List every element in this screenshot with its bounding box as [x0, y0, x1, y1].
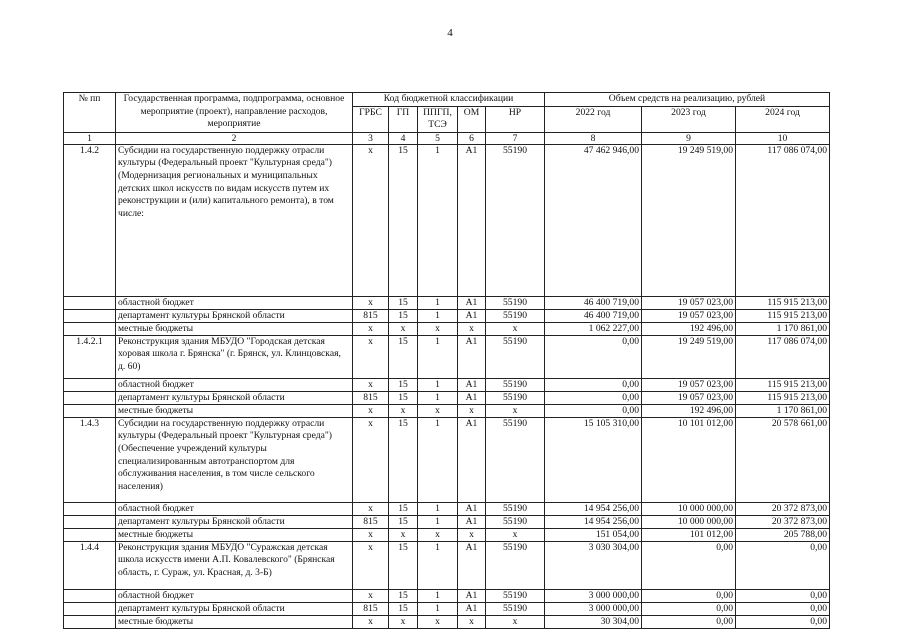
amount-2024: 0,00 [736, 589, 830, 602]
code-gp: 15 [389, 515, 418, 528]
row-name: департамент культуры Брянской области [116, 391, 353, 404]
code-gp: 15 [389, 502, 418, 515]
row-name: местные бюджеты [116, 322, 353, 335]
table-row [64, 144, 830, 296]
amount-2024: 115 915 213,00 [736, 391, 830, 404]
amount-2022: 0,00 [545, 391, 642, 404]
header-ppgp: ППГП, ТСЭ [418, 106, 458, 132]
row-number: 1.4.2 [64, 144, 116, 296]
code-om: А1 [458, 391, 486, 404]
code-ppgp: 1 [418, 378, 458, 391]
code-nr: 55190 [486, 378, 545, 391]
code-grbs: x [353, 417, 389, 502]
code-grbs: x [353, 322, 389, 335]
amount-2023: 0,00 [642, 589, 736, 602]
code-gp: x [389, 404, 418, 417]
code-ppgp: 1 [418, 335, 458, 378]
table-row [64, 309, 830, 322]
row-number [64, 309, 116, 322]
code-ppgp: x [418, 322, 458, 335]
header-num: № пп [64, 93, 116, 133]
amount-2022: 151 054,00 [545, 528, 642, 541]
table-row [64, 615, 830, 628]
code-nr: x [486, 528, 545, 541]
row-number: 1.4.3 [64, 417, 116, 502]
column-number: 1 [64, 132, 116, 144]
table-row [64, 589, 830, 602]
amount-2023: 101 012,00 [642, 528, 736, 541]
page-number: 4 [447, 27, 453, 39]
code-grbs: x [353, 144, 389, 296]
code-gp: 15 [389, 541, 418, 589]
code-grbs: 815 [353, 309, 389, 322]
amount-2024: 20 578 661,00 [736, 417, 830, 502]
table-row [64, 322, 830, 335]
amount-2022: 1 062 227,00 [545, 322, 642, 335]
table-row [64, 502, 830, 515]
amount-2023: 19 057 023,00 [642, 378, 736, 391]
code-om: А1 [458, 417, 486, 502]
code-nr: x [486, 615, 545, 628]
row-name: местные бюджеты [116, 528, 353, 541]
amount-2023: 19 057 023,00 [642, 309, 736, 322]
row-number [64, 602, 116, 615]
code-om: x [458, 615, 486, 628]
row-name: Реконструкция здания МБУДО "Городская детская хоровая школа г. Брянска" (г. Брянск, ул. Клинцовская, д. 60) [116, 335, 353, 378]
code-nr: 55190 [486, 296, 545, 309]
header-2023: 2023 год [642, 106, 736, 132]
row-number [64, 515, 116, 528]
row-name: департамент культуры Брянской области [116, 602, 353, 615]
budget-table [63, 92, 830, 629]
table-row [64, 378, 830, 391]
code-nr: 55190 [486, 541, 545, 589]
table-row [64, 417, 830, 502]
amount-2024: 0,00 [736, 615, 830, 628]
header-grbs: ГРБС [353, 106, 389, 132]
code-ppgp: 1 [418, 602, 458, 615]
code-nr: x [486, 322, 545, 335]
amount-2022: 0,00 [545, 378, 642, 391]
code-nr: 55190 [486, 309, 545, 322]
amount-2022: 0,00 [545, 335, 642, 378]
amount-2023: 192 496,00 [642, 404, 736, 417]
code-ppgp: 1 [418, 541, 458, 589]
code-grbs: 815 [353, 602, 389, 615]
column-number: 10 [736, 132, 830, 144]
amount-2022: 46 400 719,00 [545, 296, 642, 309]
amount-2023: 19 249 519,00 [642, 144, 736, 296]
code-ppgp: 1 [418, 589, 458, 602]
column-number: 3 [353, 132, 389, 144]
table-row [64, 391, 830, 404]
header-nr: НР [486, 106, 545, 132]
code-nr: 55190 [486, 335, 545, 378]
amount-2022: 15 105 310,00 [545, 417, 642, 502]
row-number [64, 378, 116, 391]
header-code-group: Код бюджетной классификации [353, 93, 545, 107]
column-number: 5 [418, 132, 458, 144]
code-gp: 15 [389, 296, 418, 309]
amount-2023: 10 000 000,00 [642, 502, 736, 515]
amount-2024: 115 915 213,00 [736, 296, 830, 309]
code-nr: 55190 [486, 602, 545, 615]
table-row [64, 335, 830, 378]
code-gp: 15 [389, 391, 418, 404]
amount-2023: 10 000 000,00 [642, 515, 736, 528]
code-gp: 15 [389, 589, 418, 602]
amount-2024: 115 915 213,00 [736, 309, 830, 322]
amount-2024: 0,00 [736, 541, 830, 589]
header-om: ОМ [458, 106, 486, 132]
amount-2023: 192 496,00 [642, 322, 736, 335]
row-name: местные бюджеты [116, 615, 353, 628]
amount-2023: 10 101 012,00 [642, 417, 736, 502]
row-name: областной бюджет [116, 502, 353, 515]
code-ppgp: x [418, 404, 458, 417]
amount-2022: 3 000 000,00 [545, 589, 642, 602]
code-om: А1 [458, 502, 486, 515]
table-row [64, 404, 830, 417]
column-number: 2 [116, 132, 353, 144]
row-number [64, 615, 116, 628]
amount-2024: 0,00 [736, 602, 830, 615]
row-number [64, 502, 116, 515]
header-volume-group: Объем средств на реализацию, рублей [545, 93, 830, 107]
row-number [64, 528, 116, 541]
column-number: 6 [458, 132, 486, 144]
amount-2024: 20 372 873,00 [736, 502, 830, 515]
code-gp: 15 [389, 417, 418, 502]
amount-2022: 3 030 304,00 [545, 541, 642, 589]
code-grbs: x [353, 378, 389, 391]
code-om: А1 [458, 602, 486, 615]
row-name: Реконструкция здания МБУДО "Суражская детская школа искусств имени А.П. Ковалевского" (Брянская область, г. Сураж, ул. Красная, д. 3-Б) [116, 541, 353, 589]
amount-2024: 117 086 074,00 [736, 144, 830, 296]
code-grbs: x [353, 589, 389, 602]
code-gp: 15 [389, 309, 418, 322]
code-ppgp: 1 [418, 502, 458, 515]
code-ppgp: 1 [418, 144, 458, 296]
code-gp: 15 [389, 602, 418, 615]
code-ppgp: 1 [418, 296, 458, 309]
table-row [64, 515, 830, 528]
code-nr: 55190 [486, 144, 545, 296]
code-om: А1 [458, 378, 486, 391]
amount-2022: 14 954 256,00 [545, 515, 642, 528]
table-row [64, 541, 830, 589]
row-number [64, 322, 116, 335]
amount-2024: 1 170 861,00 [736, 322, 830, 335]
table-row [64, 602, 830, 615]
column-number: 8 [545, 132, 642, 144]
code-nr: 55190 [486, 417, 545, 502]
code-grbs: x [353, 502, 389, 515]
amount-2024: 205 788,00 [736, 528, 830, 541]
amount-2022: 14 954 256,00 [545, 502, 642, 515]
amount-2022: 0,00 [545, 404, 642, 417]
code-om: А1 [458, 515, 486, 528]
code-nr: 55190 [486, 391, 545, 404]
code-ppgp: 1 [418, 515, 458, 528]
row-number [64, 404, 116, 417]
code-nr: 55190 [486, 589, 545, 602]
amount-2022: 3 000 000,00 [545, 602, 642, 615]
code-grbs: 815 [353, 391, 389, 404]
amount-2023: 0,00 [642, 541, 736, 589]
code-om: А1 [458, 541, 486, 589]
row-name: областной бюджет [116, 296, 353, 309]
code-grbs: x [353, 541, 389, 589]
code-nr: x [486, 404, 545, 417]
code-om: x [458, 322, 486, 335]
code-om: А1 [458, 296, 486, 309]
table-row [64, 296, 830, 309]
code-om: А1 [458, 335, 486, 378]
code-nr: 55190 [486, 515, 545, 528]
code-om: А1 [458, 144, 486, 296]
table-row [64, 528, 830, 541]
code-grbs: x [353, 296, 389, 309]
amount-2023: 19 249 519,00 [642, 335, 736, 378]
column-number: 4 [389, 132, 418, 144]
row-number [64, 296, 116, 309]
code-grbs: 815 [353, 515, 389, 528]
code-gp: x [389, 528, 418, 541]
header-2022: 2022 год [545, 106, 642, 132]
code-om: x [458, 528, 486, 541]
amount-2023: 19 057 023,00 [642, 391, 736, 404]
code-om: x [458, 404, 486, 417]
row-number [64, 589, 116, 602]
amount-2024: 20 372 873,00 [736, 515, 830, 528]
code-om: А1 [458, 309, 486, 322]
amount-2022: 30 304,00 [545, 615, 642, 628]
code-grbs: x [353, 404, 389, 417]
code-gp: x [389, 615, 418, 628]
row-name: департамент культуры Брянской области [116, 515, 353, 528]
code-ppgp: x [418, 615, 458, 628]
amount-2024: 115 915 213,00 [736, 378, 830, 391]
amount-2023: 0,00 [642, 615, 736, 628]
amount-2023: 0,00 [642, 602, 736, 615]
amount-2024: 117 086 074,00 [736, 335, 830, 378]
column-number: 9 [642, 132, 736, 144]
row-name: местные бюджеты [116, 404, 353, 417]
code-gp: 15 [389, 144, 418, 296]
amount-2023: 19 057 023,00 [642, 296, 736, 309]
row-number [64, 391, 116, 404]
row-name: областной бюджет [116, 378, 353, 391]
code-gp: 15 [389, 378, 418, 391]
amount-2024: 1 170 861,00 [736, 404, 830, 417]
code-nr: 55190 [486, 502, 545, 515]
code-om: А1 [458, 589, 486, 602]
row-name: Субсидии на государственную поддержку отрасли культуры (Федеральный проект "Культурная среда") (Обеспечение учреждений культуры специализированным автотранспортом для обслуживания населения, в том числе сельского населения) [116, 417, 353, 502]
header-gp: ГП [389, 106, 418, 132]
row-name: департамент культуры Брянской области [116, 309, 353, 322]
code-grbs: x [353, 528, 389, 541]
amount-2022: 47 462 946,00 [545, 144, 642, 296]
row-number: 1.4.4 [64, 541, 116, 589]
code-ppgp: x [418, 528, 458, 541]
column-number: 7 [486, 132, 545, 144]
code-grbs: x [353, 615, 389, 628]
amount-2022: 46 400 719,00 [545, 309, 642, 322]
code-ppgp: 1 [418, 417, 458, 502]
header-2024: 2024 год [736, 106, 830, 132]
header-name: Государственная программа, подпрограмма, основное мероприятие (проект), направление расходов, мероприятие [116, 93, 353, 133]
code-gp: 15 [389, 335, 418, 378]
row-name: областной бюджет [116, 589, 353, 602]
code-grbs: x [353, 335, 389, 378]
code-ppgp: 1 [418, 309, 458, 322]
row-name: Субсидии на государственную поддержку отрасли культуры (Федеральный проект "Культурная среда") (Модернизация региональных и муниципальных детских школ искусств по видам искусств путем их реконструкции и (или) капитального ремонта), в том числе: [116, 144, 353, 296]
row-number: 1.4.2.1 [64, 335, 116, 378]
code-gp: x [389, 322, 418, 335]
code-ppgp: 1 [418, 391, 458, 404]
column-number-row [64, 132, 830, 144]
